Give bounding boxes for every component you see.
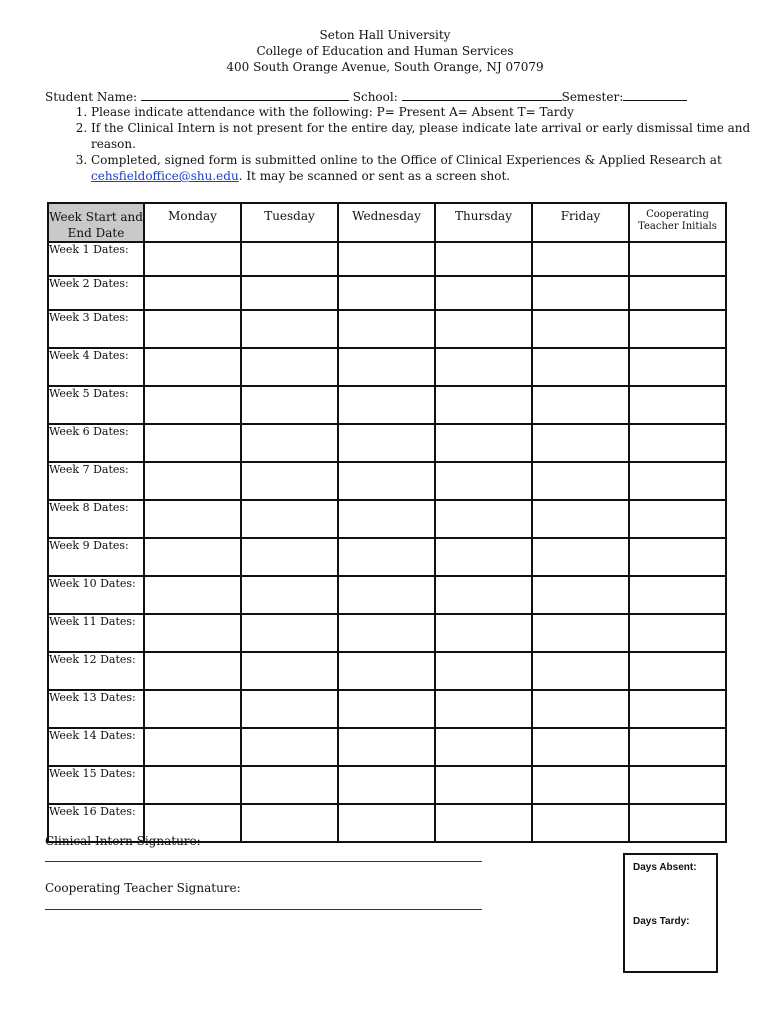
tuesday-cell[interactable] bbox=[241, 728, 338, 766]
week-dates-cell[interactable]: Week 4 Dates: bbox=[48, 348, 144, 386]
teacher-signature-label: Cooperating Teacher Signature: bbox=[45, 881, 241, 895]
thursday-cell[interactable] bbox=[435, 424, 532, 462]
teacher-initials-cell[interactable] bbox=[629, 242, 726, 276]
friday-cell[interactable] bbox=[532, 652, 629, 690]
thursday-cell[interactable] bbox=[435, 690, 532, 728]
table-row bbox=[48, 538, 726, 576]
column-header-monday: Monday bbox=[144, 203, 241, 242]
monday-cell[interactable] bbox=[144, 652, 241, 690]
thursday-cell[interactable] bbox=[435, 804, 532, 842]
week-dates-cell[interactable]: Week 12 Dates: bbox=[48, 652, 144, 690]
instruction-text: . It may be scanned or sent as a screen shot. bbox=[238, 169, 511, 183]
tuesday-cell[interactable] bbox=[241, 386, 338, 424]
tuesday-cell[interactable] bbox=[241, 614, 338, 652]
week-dates-cell[interactable]: Week 14 Dates: bbox=[48, 728, 144, 766]
thursday-cell[interactable] bbox=[435, 242, 532, 276]
student-name-label: Student Name: bbox=[45, 90, 138, 104]
teacher-initials-cell[interactable] bbox=[629, 690, 726, 728]
tuesday-cell[interactable] bbox=[241, 276, 338, 310]
week-dates-cell[interactable]: Week 9 Dates: bbox=[48, 538, 144, 576]
teacher-initials-cell[interactable] bbox=[629, 424, 726, 462]
teacher-initials-cell[interactable] bbox=[629, 804, 726, 842]
table-row bbox=[48, 728, 726, 766]
wednesday-cell[interactable] bbox=[338, 538, 435, 576]
table-row bbox=[48, 614, 726, 652]
friday-cell[interactable] bbox=[532, 614, 629, 652]
thursday-cell[interactable] bbox=[435, 728, 532, 766]
college-address: 400 South Orange Avenue, South Orange, NJ 07079 bbox=[226, 60, 544, 74]
monday-cell[interactable] bbox=[144, 242, 241, 276]
instruction-item bbox=[91, 104, 751, 120]
student-info-line bbox=[45, 89, 745, 104]
teacher-initials-cell[interactable] bbox=[629, 576, 726, 614]
tuesday-cell[interactable] bbox=[241, 804, 338, 842]
week-dates-cell[interactable]: Week 13 Dates: bbox=[48, 690, 144, 728]
thursday-cell[interactable] bbox=[435, 576, 532, 614]
monday-cell[interactable] bbox=[144, 386, 241, 424]
friday-cell[interactable] bbox=[532, 386, 629, 424]
friday-cell[interactable] bbox=[532, 576, 629, 614]
column-header-teacher-initials: Cooperating Teacher Initials bbox=[629, 203, 726, 242]
intern-signature-line[interactable] bbox=[45, 861, 482, 862]
college-name: College of Education and Human Services bbox=[256, 44, 514, 58]
week-dates-cell[interactable]: Week 5 Dates: bbox=[48, 386, 144, 424]
tuesday-cell[interactable] bbox=[241, 652, 338, 690]
wednesday-cell[interactable] bbox=[338, 766, 435, 804]
tuesday-cell[interactable] bbox=[241, 424, 338, 462]
student-name-field[interactable] bbox=[141, 89, 349, 101]
week-dates-cell[interactable]: Week 8 Dates: bbox=[48, 500, 144, 538]
tuesday-cell[interactable] bbox=[241, 500, 338, 538]
days-absent-label: Days Absent: bbox=[633, 862, 697, 873]
wednesday-cell[interactable] bbox=[338, 462, 435, 500]
week-dates-cell[interactable]: Week 3 Dates: bbox=[48, 310, 144, 348]
friday-cell[interactable] bbox=[532, 766, 629, 804]
wednesday-cell[interactable] bbox=[338, 576, 435, 614]
tuesday-cell[interactable] bbox=[241, 538, 338, 576]
table-row bbox=[48, 386, 726, 424]
teacher-initials-cell[interactable] bbox=[629, 538, 726, 576]
monday-cell[interactable] bbox=[144, 690, 241, 728]
teacher-initials-cell[interactable] bbox=[629, 652, 726, 690]
teacher-initials-cell[interactable] bbox=[629, 728, 726, 766]
table-row bbox=[48, 348, 726, 386]
wednesday-cell[interactable] bbox=[338, 242, 435, 276]
teacher-initials-cell[interactable] bbox=[629, 276, 726, 310]
wednesday-cell[interactable] bbox=[338, 728, 435, 766]
teacher-initials-cell[interactable] bbox=[629, 766, 726, 804]
wednesday-cell[interactable] bbox=[338, 424, 435, 462]
instructions-list bbox=[45, 104, 751, 184]
friday-cell[interactable] bbox=[532, 310, 629, 348]
wednesday-cell[interactable] bbox=[338, 614, 435, 652]
instruction-item bbox=[91, 152, 751, 184]
wednesday-cell[interactable] bbox=[338, 276, 435, 310]
column-header-tuesday: Tuesday bbox=[241, 203, 338, 242]
column-header-friday: Friday bbox=[532, 203, 629, 242]
week-dates-cell[interactable]: Week 1 Dates: bbox=[48, 242, 144, 276]
table-row bbox=[48, 242, 726, 276]
monday-cell[interactable] bbox=[144, 424, 241, 462]
wednesday-cell[interactable] bbox=[338, 386, 435, 424]
week-dates-cell[interactable]: Week 7 Dates: bbox=[48, 462, 144, 500]
monday-cell[interactable] bbox=[144, 348, 241, 386]
tuesday-cell[interactable] bbox=[241, 348, 338, 386]
monday-cell[interactable] bbox=[144, 538, 241, 576]
teacher-initials-cell[interactable] bbox=[629, 386, 726, 424]
instruction-text: Completed, signed form is submitted online to the Office of Clinical Experiences & Applied Research at bbox=[91, 153, 722, 167]
teacher-initials-cell[interactable] bbox=[629, 348, 726, 386]
week-dates-cell[interactable]: Week 6 Dates: bbox=[48, 424, 144, 462]
friday-cell[interactable] bbox=[532, 804, 629, 842]
table-row bbox=[48, 424, 726, 462]
thursday-cell[interactable] bbox=[435, 538, 532, 576]
tuesday-cell[interactable] bbox=[241, 242, 338, 276]
table-row bbox=[48, 462, 726, 500]
attendance-table-body bbox=[48, 242, 726, 842]
thursday-cell[interactable] bbox=[435, 462, 532, 500]
teacher-initials-cell[interactable] bbox=[629, 500, 726, 538]
attendance-tally-box bbox=[623, 853, 718, 973]
column-header-week: Week Start and End Date bbox=[48, 203, 144, 242]
monday-cell[interactable] bbox=[144, 728, 241, 766]
friday-cell[interactable] bbox=[532, 348, 629, 386]
table-row bbox=[48, 276, 726, 310]
school-field[interactable] bbox=[402, 89, 562, 101]
table-row bbox=[48, 500, 726, 538]
school-label: School: bbox=[352, 90, 398, 104]
tuesday-cell[interactable] bbox=[241, 462, 338, 500]
friday-cell[interactable] bbox=[532, 462, 629, 500]
attendance-table bbox=[47, 202, 727, 843]
monday-cell[interactable] bbox=[144, 614, 241, 652]
friday-cell[interactable] bbox=[532, 424, 629, 462]
friday-cell[interactable] bbox=[532, 690, 629, 728]
instruction-item bbox=[91, 120, 751, 152]
friday-cell[interactable] bbox=[532, 276, 629, 310]
teacher-initials-cell[interactable] bbox=[629, 462, 726, 500]
monday-cell[interactable] bbox=[144, 576, 241, 614]
table-row bbox=[48, 576, 726, 614]
thursday-cell[interactable] bbox=[435, 652, 532, 690]
wednesday-cell[interactable] bbox=[338, 310, 435, 348]
friday-cell[interactable] bbox=[532, 242, 629, 276]
wednesday-cell[interactable] bbox=[338, 652, 435, 690]
monday-cell[interactable] bbox=[144, 766, 241, 804]
week-dates-cell[interactable]: Week 16 Dates: bbox=[48, 804, 144, 842]
thursday-cell[interactable] bbox=[435, 276, 532, 310]
instruction-text: Please indicate attendance with the following: P= Present A= Absent T= Tardy bbox=[91, 105, 574, 119]
semester-field[interactable] bbox=[623, 89, 687, 101]
thursday-cell[interactable] bbox=[435, 500, 532, 538]
wednesday-cell[interactable] bbox=[338, 500, 435, 538]
wednesday-cell[interactable] bbox=[338, 348, 435, 386]
intern-signature-label: Clinical Intern Signature: bbox=[45, 834, 201, 848]
field-office-email-link[interactable]: cehsfieldoffice@shu.edu bbox=[91, 169, 239, 183]
friday-cell[interactable] bbox=[532, 538, 629, 576]
thursday-cell[interactable] bbox=[435, 310, 532, 348]
teacher-initials-cell[interactable] bbox=[629, 614, 726, 652]
table-row bbox=[48, 652, 726, 690]
thursday-cell[interactable] bbox=[435, 614, 532, 652]
thursday-cell[interactable] bbox=[435, 766, 532, 804]
tuesday-cell[interactable] bbox=[241, 690, 338, 728]
thursday-cell[interactable] bbox=[435, 348, 532, 386]
week-dates-cell[interactable]: Week 2 Dates: bbox=[48, 276, 144, 310]
monday-cell[interactable] bbox=[144, 462, 241, 500]
tuesday-cell[interactable] bbox=[241, 766, 338, 804]
tuesday-cell[interactable] bbox=[241, 310, 338, 348]
week-dates-cell[interactable]: Week 11 Dates: bbox=[48, 614, 144, 652]
week-dates-cell[interactable]: Week 15 Dates: bbox=[48, 766, 144, 804]
tuesday-cell[interactable] bbox=[241, 576, 338, 614]
wednesday-cell[interactable] bbox=[338, 804, 435, 842]
days-tardy-label: Days Tardy: bbox=[633, 916, 690, 927]
thursday-cell[interactable] bbox=[435, 386, 532, 424]
teacher-signature-line[interactable] bbox=[45, 909, 482, 910]
wednesday-cell[interactable] bbox=[338, 690, 435, 728]
monday-cell[interactable] bbox=[144, 310, 241, 348]
instruction-text: If the Clinical Intern is not present for the entire day, please indicate late arrival or early dismissal time and reason. bbox=[91, 121, 751, 151]
table-header-row bbox=[48, 203, 726, 242]
table-row bbox=[48, 310, 726, 348]
monday-cell[interactable] bbox=[144, 276, 241, 310]
table-row bbox=[48, 690, 726, 728]
teacher-initials-cell[interactable] bbox=[629, 310, 726, 348]
university-name: Seton Hall University bbox=[319, 28, 451, 42]
monday-cell[interactable] bbox=[144, 500, 241, 538]
friday-cell[interactable] bbox=[532, 500, 629, 538]
column-header-thursday: Thursday bbox=[435, 203, 532, 242]
table-row bbox=[48, 766, 726, 804]
document-header bbox=[0, 27, 770, 75]
friday-cell[interactable] bbox=[532, 728, 629, 766]
column-header-wednesday: Wednesday bbox=[338, 203, 435, 242]
week-dates-cell[interactable]: Week 10 Dates: bbox=[48, 576, 144, 614]
semester-label: Semester: bbox=[561, 90, 624, 104]
